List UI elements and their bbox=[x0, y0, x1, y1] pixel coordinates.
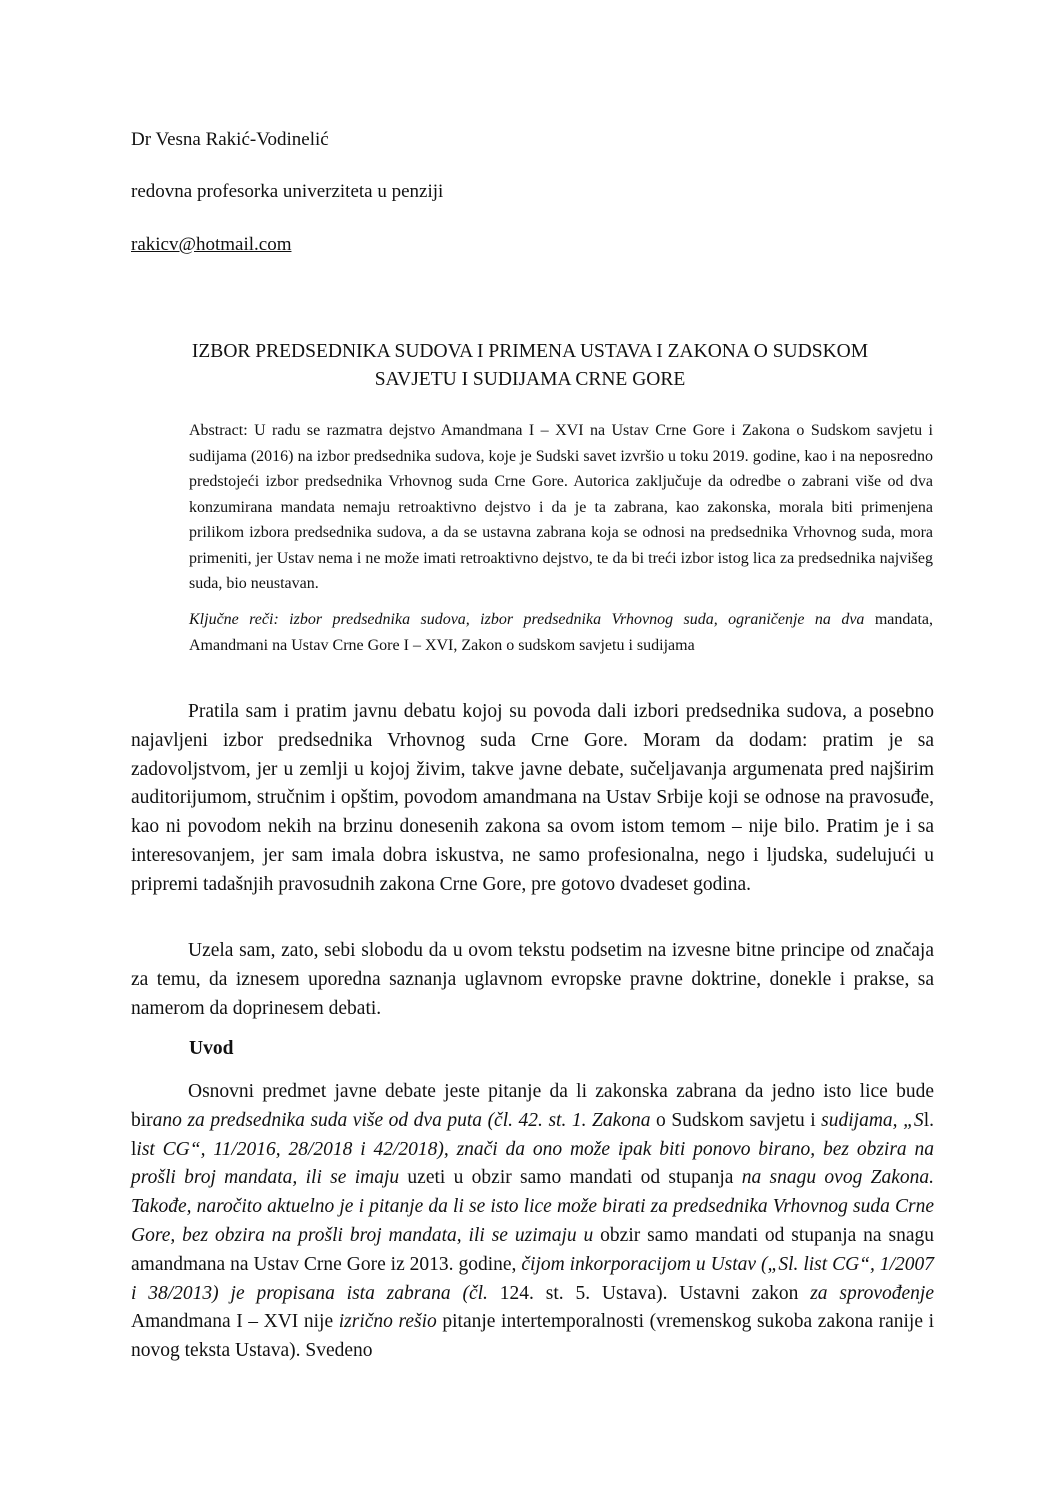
author-email-link[interactable]: rakicv@hotmail.com bbox=[131, 234, 292, 255]
paper-title bbox=[120, 338, 940, 394]
p3-segment-italic: na snagu ovog Zakona. Takođe, naročito aktuelno je i pitanje da li se isto lice može birati za predsednika Vrhovnog suda Crne Gore, bez obzira na prošli broj mandata, ili se uzimaju u bbox=[131, 1167, 934, 1246]
p3-segment-italic: za sprovođenje bbox=[810, 1282, 934, 1304]
keywords-label: Ključne reči: bbox=[189, 611, 279, 628]
paper-title-line-1: IZBOR PREDSEDNIKA SUDOVA I PRIMENA USTAVA I ZAKONA O SUDSKOM bbox=[191, 341, 869, 362]
body-paragraph-1: Pratila sam i pratim javnu debatu kojoj su povoda dali izbori predsednika sudova, a posebno najavljeni izbor predsednika Vrhovnog suda Crne Gore. Moram da dodam: pratim je sa zadovoljstvom, jer u zemlji u kojoj živim, takve javne debate, sučeljavanja argumenata pred najširim auditorijumom, stručnim i opštim, povodom amandmana na Ustav Srbije koji se odnose na pravosuđe, kao ni povodom nekih na brzinu donesenih zakona sa ovom istom temom – nije bilo. Pratim je i sa interesovanjem, jer sam imala dobra iskustva, ne samo profesionalna, nego i ljudska, sudelujući u pripremi tadašnjih pravosudnih zakona Crne Gore, pre gotovo dvadeset godina. bbox=[131, 701, 934, 895]
p3-segment-italic: ano za predsednika suda više od dva puta (čl. 42. st. 1. Zakona bbox=[152, 1109, 651, 1131]
author-name: Dr Vesna Rakić-Vodinelić bbox=[131, 129, 329, 150]
p3-segment-italic: ist CG“, 11/2016, 28/2018 i 42/2018), znači da ono može ipak biti ponovo birano, bez obzira na prošli broj mandata, ili se imaju bbox=[131, 1138, 934, 1189]
p3-segment: o Sudskom savjetu i bbox=[650, 1109, 822, 1131]
author-position: redovna profesorka univerziteta u penziji bbox=[131, 181, 444, 202]
paper-title-line-2: SAVJETU I SUDIJAMA CRNE GORE bbox=[374, 369, 686, 390]
p3-segment-italic: čijom inkorporacijom u Ustav („Sl. list CG“, 1/2007 i 38/2013) je propisana ista zabrana (čl. bbox=[131, 1253, 935, 1304]
keywords-text-italic: izbor predsednika sudova, izbor predsednika Vrhovnog suda, ograničenje na dva bbox=[278, 611, 865, 628]
p3-segment: uzeti u obzir samo mandati od stupanja bbox=[399, 1167, 742, 1189]
section-heading: Uvod bbox=[189, 1038, 234, 1059]
keywords-text: mandata, Amandmani na Ustav Crne Gore I – XVI, Zakon o sudskom savjetu i sudijama bbox=[189, 611, 934, 654]
p3-segment-italic: izričn bbox=[338, 1311, 384, 1333]
p3-segment: obzir samo mandati od stupanja na snagu amandmana na Ustav Crne Gore iz 2013. godine, bbox=[131, 1224, 934, 1275]
body-paragraph-2: Uzela sam, zato, sebi slobodu da u ovom tekstu podsetim na izvesne bitne principe od značaja za temu, da iznesem uporedna saznanja uglavnom evropske pravne doktrine, donekle i prakse, sa namerom da doprinesem debati. bbox=[131, 940, 934, 1019]
body-paragraph-3 bbox=[131, 1078, 934, 1366]
p3-segment: Osnovni predmet javne debate jeste pitanje da li zakonska zabrana da jedno isto lice bude bir bbox=[131, 1081, 934, 1131]
p3-segment: Amandmana I – XVI nije bbox=[131, 1311, 339, 1333]
p3-segment-italic: sudijama, „S bbox=[821, 1109, 924, 1131]
p3-segment: pitanje intertemporalnosti (vremenskog sukoba zakona ranije i novog teksta Ustava). Svedeno bbox=[131, 1311, 935, 1362]
p3-segment: l. l bbox=[131, 1109, 934, 1160]
abstract: Abstract: U radu se razmatra dejstvo Amandmana I – XVI na Ustav Crne Gore i Zakona o Sudskom savjetu i sudijama (2016) na izbor predsednika sudova, koje je Sudski savet izvršio u toku 2019. godine, kao i na neposredno predstojeći izbor predsednika Vrhovnog suda Crne Gore. Autorica zaključuje da odredbe o zabrani više od dva konzumirana mandata nemaju retroaktivno dejstvo i da je ta zabrana, kao zakonska, morala biti primenjena prilikom izbora predsednika sudova, a da se ustavna zabrana koja se odnosi na predsednika Vrhovnog suda, mora primeniti, jer Ustav nema i ne može imati retroaktivno dejstvo, te da bi treći izbor istog lica za predsednika najvišeg suda, bio neustavan. bbox=[189, 422, 933, 592]
keywords bbox=[189, 607, 933, 658]
p3-segment: 124. st. 5. Ustava). Ustavni zakon bbox=[487, 1282, 811, 1304]
p3-segment-italic: o rešio bbox=[383, 1311, 437, 1333]
